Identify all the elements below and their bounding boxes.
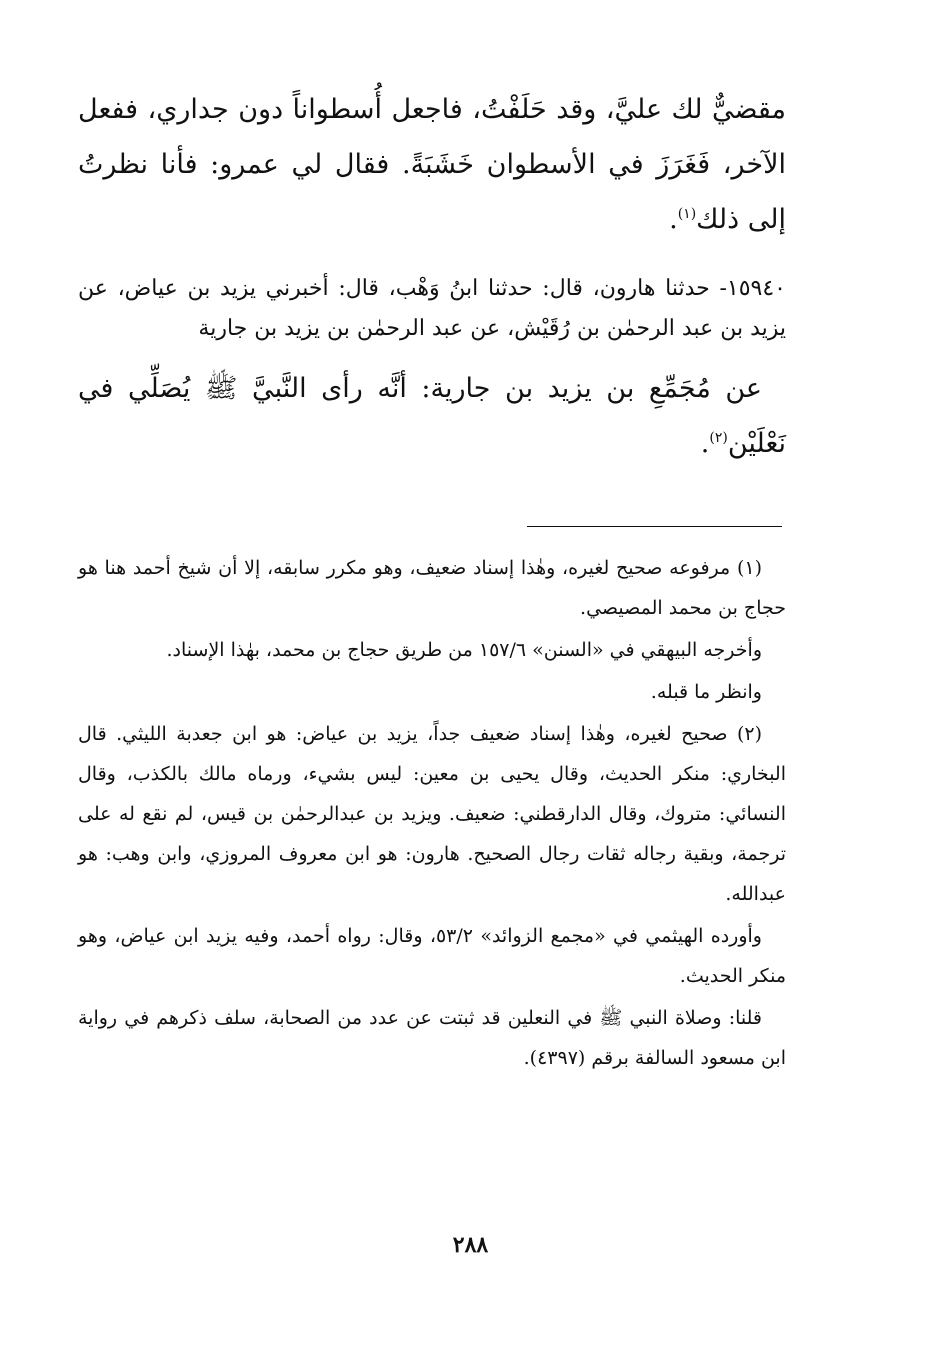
- footnotes-block: [78, 548, 786, 1080]
- footnote-paragraph: وانظر ما قبله.: [650, 681, 762, 703]
- continuation-paragraph: [78, 82, 786, 247]
- footnote-ref-2: (٢): [709, 430, 728, 446]
- hadith-text: عن مُجَمِّعِ بن يزيد بن جارية: أنَّه رأى النَّبيَّ ﷺ يُصَلِّي في نَعْلَيْن: [78, 373, 786, 459]
- footnote-paragraph: قلنا: وصلاة النبي ﷺ في النعلين قد ثبتت عن عدد من الصحابة، سلف ذكرهم في رواية ابن مسعود السالفة برقم (٤٣٩٧).: [78, 1007, 786, 1069]
- hadith-text-paragraph: [78, 361, 786, 471]
- continuation-end: .: [669, 204, 678, 235]
- hadith-end: .: [700, 428, 710, 459]
- main-text-block: [78, 82, 786, 471]
- hadith-chain: ١٥٩٤٠- حدثنا هارون، قال: حدثنا ابنُ وَهْب، قال: أخبرني يزيد بن عياض، عن يزيد بن عبد الرحمٰن بن رُقَيْش، عن عبد الرحمٰن بن يزيد بن جارية: [78, 276, 786, 341]
- footnote-paragraph: (٢) صحيح لغيره، وهٰذا إسناد ضعيف جداً، يزيد بن عياض: هو ابن جعدبة الليثي. قال البخاري: منكر الحديث، وقال يحيى بن معين: ليس بشيء، ورماه مالك بالكذب، وقال النسائي: متروك، وقال الدارقطني: ضعيف. ويزيد بن عبدالرحمٰن بن قيس، لم نقع له على ترجمة، وبقية رجاله ثقات رجال الصحيح. هارون: هو ابن معروف المروزي، وابن وهب: هو عبدالله.: [78, 723, 786, 905]
- page-number: ٢٨٨: [452, 1232, 489, 1258]
- footnote-paragraph: وأورده الهيثمي في «مجمع الزوائد» ٥٣/٢، وقال: رواه أحمد، وفيه يزيد ابن عياض، وهو منكر الحديث.: [78, 925, 786, 987]
- footnote-ref-1: (١): [677, 206, 697, 222]
- footnote-divider: [527, 526, 782, 527]
- footnote-paragraph: وأخرجه البيهقي في «السنن» ١٥٧/٦ من طريق حجاج بن محمد، بهٰذا الإسناد.: [166, 639, 762, 661]
- footnote-paragraph: (١) مرفوعه صحيح لغيره، وهٰذا إسناد ضعيف، وهو مكرر سابقه، إلا أن شيخ أحمد هنا هو حجاج بن محمد المصيصي.: [78, 557, 786, 619]
- continuation-text: مقضيٌّ لك عليَّ، وقد حَلَفْتُ، فاجعل أُسطواناً دون جداري، ففعل الآخر، فَغَرَزَ في الأسطوان خَشَبَةً. فقال لي عمرو: فأنا نظرتُ إلى ذلك: [78, 94, 786, 235]
